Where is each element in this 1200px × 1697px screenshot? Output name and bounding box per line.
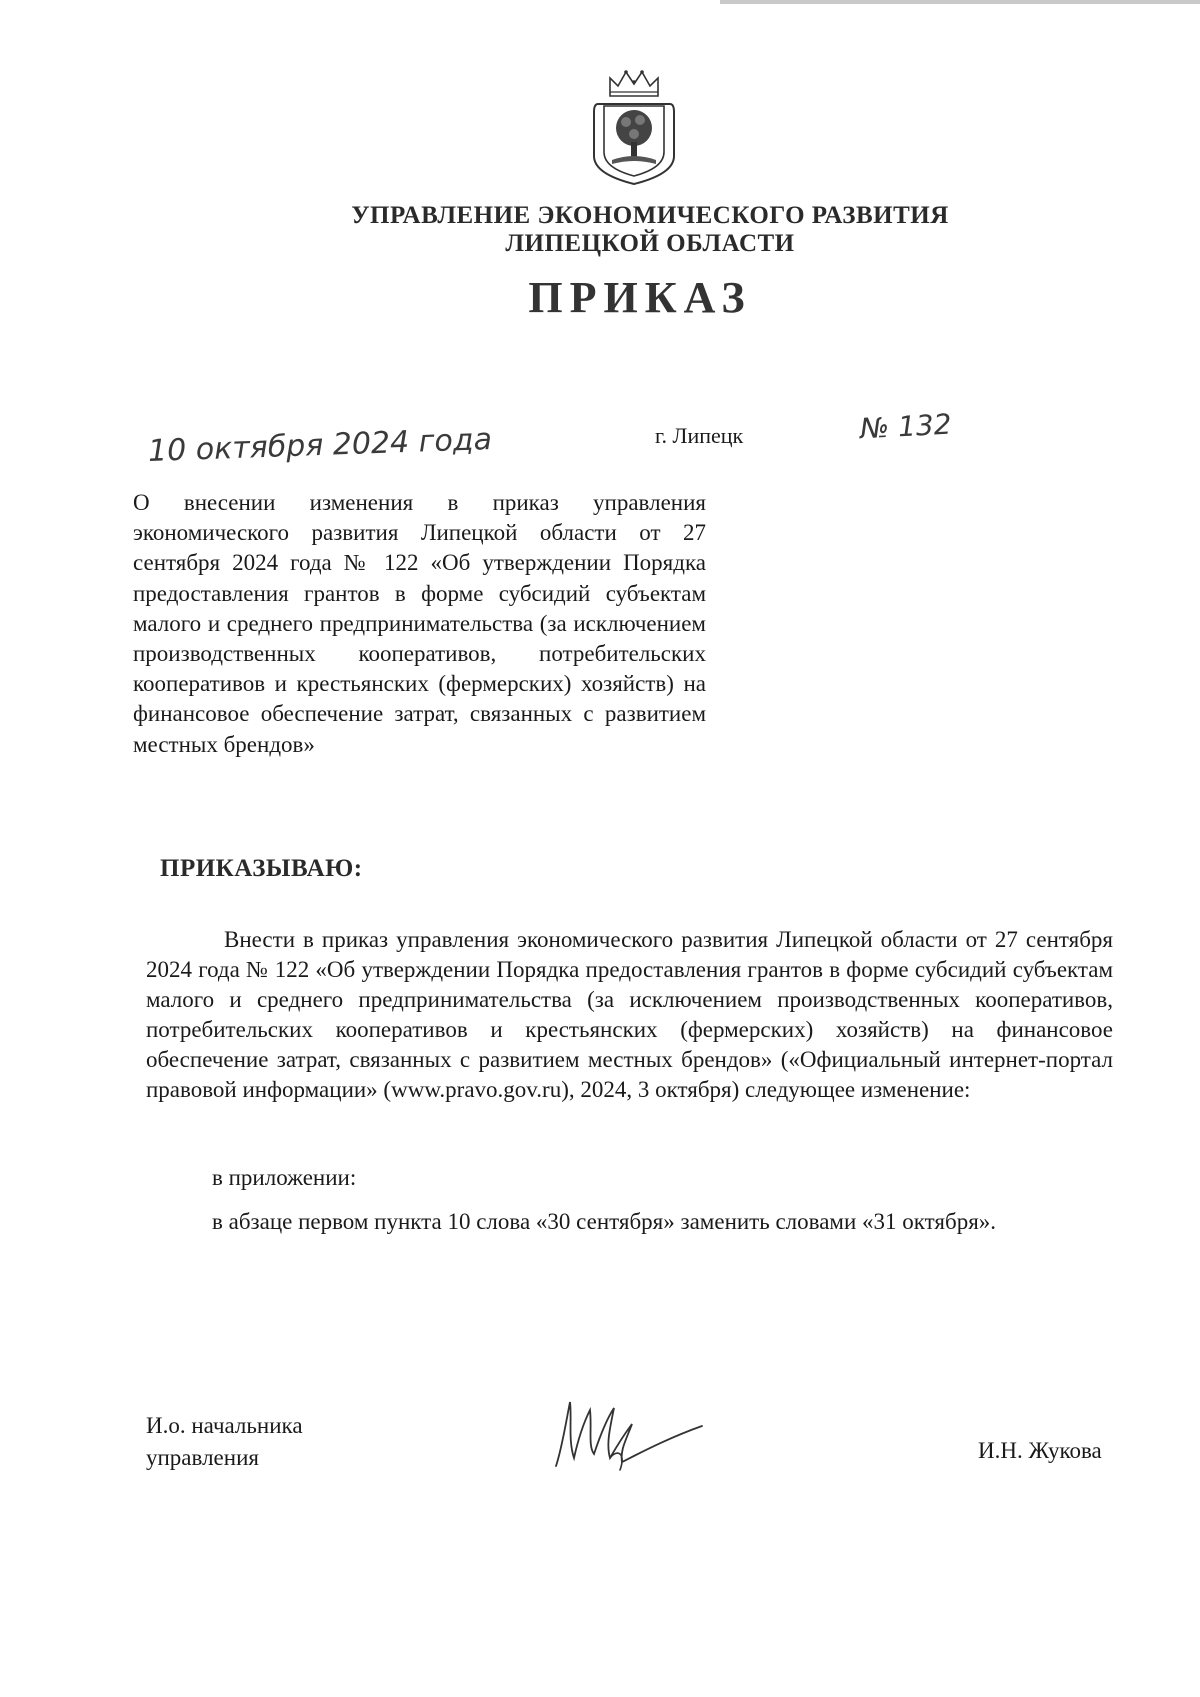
city-label: г. Липецк: [655, 423, 744, 448]
organization-name-line1: УПРАВЛЕНИЕ ЭКОНОМИЧЕСКОГО РАЗВИТИЯ: [351, 202, 949, 229]
scan-edge-mark: [720, 0, 1200, 4]
handwritten-document-number: № 132: [859, 407, 953, 446]
signatory-name: И.Н. Жукова: [978, 1438, 1102, 1463]
signatory-title-line1: И.о. начальника: [146, 1413, 303, 1438]
order-paragraph-main: Внести в приказ управления экономического развития Липецкой области от 27 сентября 2024 года № 122 «Об утверждении Порядка предоставления грантов в форме субсидий субъектам малого и среднего предпринимательства (за исключением производственных кооперативов, потребительских кооперативов и крестьянских (фермерских) хозяйств) на финансовое обеспечение затрат, связанных с развитием местных брендов» («Официальный интернет-портал правовой информации» (www.pravo.gov.ru), 2024, 3 октября) следующее изменение:: [146, 927, 1113, 1102]
coat-of-arms-icon: [588, 64, 680, 186]
handwritten-date: 10 октября 2024 года: [147, 422, 493, 469]
order-paragraph-appendix: в приложении:: [212, 1165, 357, 1190]
order-heading: ПРИКАЗЫВАЮ:: [160, 855, 363, 882]
signatory-title: [146, 1410, 303, 1474]
organization-name-line2: ЛИПЕЦКОЙ ОБЛАСТИ: [505, 230, 795, 257]
order-paragraph-change: в абзаце первом пункта 10 слова «30 сентября» заменить словами «31 октября».: [212, 1209, 997, 1234]
signatory-title-line2: управления: [146, 1445, 259, 1470]
handwritten-signature: [548, 1388, 708, 1484]
document-subject: О внесении изменения в приказ управления экономического развития Липецкой области от 27 сентября 2024 года № 122 «Об утверждении Порядка предоставления грантов в форме субсидий субъектам малого и среднего предпринимательства (за исключением производственных кооперативов, потребительских кооперативов и крестьянских (фермерских) хозяйств) на финансовое обеспечение затрат, связанных с развитием местных брендов»: [133, 490, 706, 757]
document-type-title: ПРИКАЗ: [528, 273, 752, 322]
